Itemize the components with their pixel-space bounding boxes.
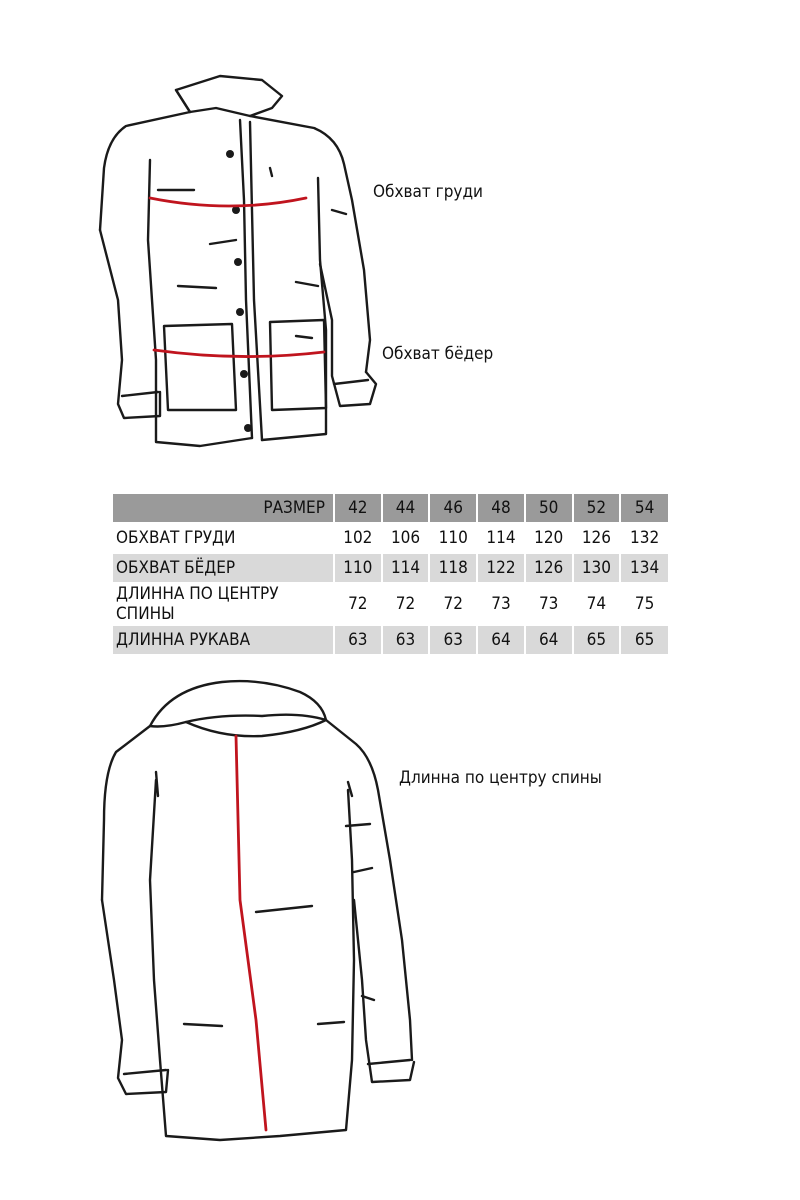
table-row [113,625,668,655]
table-cell: 126 [573,523,621,553]
table-cell: 64 [477,625,525,655]
table-cell: 75 [620,583,668,625]
size-header-cell: 42 [334,494,382,523]
table-cell: 120 [525,523,573,553]
back-length-measure-line [236,736,266,1130]
size-header-cell: 54 [620,494,668,523]
jacket-front-illustration [0,0,800,470]
table-row [113,523,668,553]
back-length-label: Длинна по центру спины [399,768,602,788]
size-header-cell: 50 [525,494,573,523]
hips-label: Обхват бёдер [382,344,494,364]
table-row [113,583,668,625]
table-cell: 102 [334,523,382,553]
table-cell: 110 [334,553,382,583]
table-cell: 122 [477,553,525,583]
size-header-cell: 52 [573,494,621,523]
table-cell: 126 [525,553,573,583]
table-cell: 114 [477,523,525,553]
table-cell: 132 [620,523,668,553]
size-header-cell: 44 [382,494,430,523]
row-label: ДЛИННА РУКАВА [113,625,334,655]
hips-measure-line [154,350,324,357]
table-row [113,553,668,583]
size-header-row [113,494,668,523]
size-header-cell: 46 [429,494,477,523]
table-cell: 118 [429,553,477,583]
table-cell: 65 [620,625,668,655]
chest-measure-line [150,198,306,206]
table-cell: 63 [429,625,477,655]
table-cell: 130 [573,553,621,583]
table-cell: 65 [573,625,621,655]
table-cell: 63 [334,625,382,655]
table-cell: 73 [525,583,573,625]
row-label: ДЛИННА ПО ЦЕНТРУ СПИНЫ [113,583,334,625]
row-label: ОБХВАТ ГРУДИ [113,523,334,553]
table-cell: 63 [382,625,430,655]
table-cell: 106 [382,523,430,553]
size-header-cell: 48 [477,494,525,523]
size-chart-table [113,494,668,656]
table-cell: 74 [573,583,621,625]
table-cell: 110 [429,523,477,553]
table-cell: 72 [429,583,477,625]
row-label: ОБХВАТ БЁДЕР [113,553,334,583]
table-cell: 134 [620,553,668,583]
table-cell: 73 [477,583,525,625]
table-cell: 64 [525,625,573,655]
table-cell: 72 [382,583,430,625]
table-cell: 114 [382,553,430,583]
size-header-label: РАЗМЕР [113,494,334,523]
table-cell: 72 [334,583,382,625]
chest-label: Обхват груди [373,182,483,202]
